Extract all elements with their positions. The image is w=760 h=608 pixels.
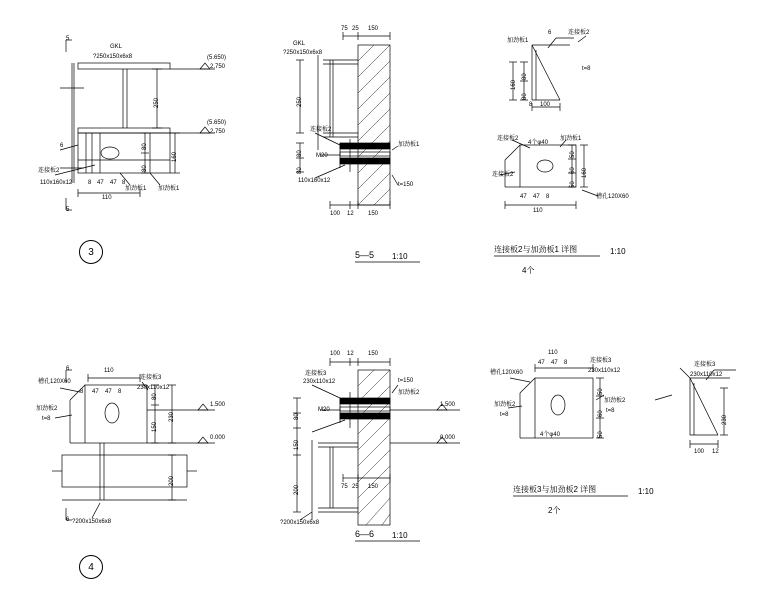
detail4-dim-47: 47: [92, 389, 99, 395]
con2-dim-50b: 50: [570, 181, 576, 188]
detail4-dim-200: 200: [169, 475, 175, 486]
detail4-dim-47b: 47: [105, 389, 112, 395]
con3-qty: 2个: [548, 506, 561, 515]
detail4-elev-a: 1.500: [210, 402, 226, 408]
con2-top-label-a: 加劲板1: [507, 38, 529, 44]
section55-beam-label: GKL: [293, 41, 306, 47]
section55-scale: 1:10: [392, 252, 408, 261]
detail3-section-mark-top: 5: [66, 36, 70, 42]
detail4-section-mark-bottom: 6: [66, 517, 70, 523]
con2-slot: 槽孔120X60: [596, 194, 629, 200]
con3-dim-8: 8: [564, 360, 568, 366]
detail3-plate-note: 110x160x12: [40, 180, 73, 186]
con2-dim-50: 50: [570, 151, 576, 158]
section55-wall-thk: t=150: [398, 182, 414, 188]
detail3-weld-47b: 47: [110, 180, 117, 186]
con2-dim-160b: 160: [582, 167, 588, 178]
con3-dim-50b: 50: [598, 431, 604, 438]
section66-scale: 1:10: [392, 531, 408, 540]
detail3-elev-top-a: (5.650): [207, 55, 227, 61]
detail3-dim-110: 110: [102, 195, 112, 201]
section55-dim-250: 250: [297, 96, 303, 107]
con2-bot-label-b: 加劲板1: [560, 136, 582, 142]
con2-bot-label-a: 连接板2: [497, 136, 519, 142]
section55-dim-150-top: 150: [368, 26, 379, 32]
detail3-weld-8: 8: [88, 180, 92, 186]
con2-dim-60: 60: [570, 167, 576, 174]
con2-dim-80a: 80: [522, 73, 528, 80]
section66-plate-note: 230x110x12: [303, 379, 336, 385]
detail3-weld-47: 47: [97, 180, 104, 186]
section55-bolt: M20: [316, 153, 328, 159]
section66-dim-100: 100: [330, 351, 341, 357]
con2-scale: 1:10: [610, 247, 626, 256]
section55-beam-section: ?250x150x6x8: [283, 50, 323, 56]
con3-title: 连接板3与加劲板2 详图: [513, 485, 597, 494]
con2-weld-6: 6: [548, 30, 552, 36]
con2-hole: 4个φ40: [528, 140, 548, 146]
detail3-beam-section: ?250x150x6x8: [93, 54, 133, 60]
section55-dim-150-bot: 150: [368, 211, 379, 217]
detail3-beam-label: GKL: [110, 44, 123, 50]
con2-dim-80b: 80: [522, 93, 528, 100]
detail4-plate-note: 230x110x12: [137, 385, 170, 391]
section55-plate-note: 110x160x12: [298, 178, 331, 184]
detail4-dim-8: 8: [80, 389, 84, 395]
section66-wall-thk: t=150: [398, 378, 414, 384]
detail4-tag: 4: [79, 555, 103, 579]
detail4-note-b: 加劲板2: [36, 406, 58, 412]
con3-label-d: 连接板3: [694, 362, 716, 368]
con3-hole: 4个φ40: [540, 432, 560, 438]
con3-dim-100: 100: [694, 449, 705, 455]
section66-note-right: 加劲板2: [398, 390, 420, 396]
con3-dim-60: 60: [598, 410, 604, 417]
con3-dim-12: 12: [712, 449, 719, 455]
con3-label-c: 加劲板2: [604, 398, 626, 404]
detail4-dim-110: 110: [104, 368, 114, 374]
con3-dim-230b: 230: [722, 414, 728, 425]
section55-dim-100: 100: [330, 211, 341, 217]
detail3-elev-bot-b: 2.750: [210, 129, 226, 135]
con3-dim-50: 50: [598, 388, 604, 395]
detail3-note-b: 加劲板1: [125, 186, 147, 192]
detail3-elev-bot-a: (5.650): [207, 120, 227, 126]
detail3-dim-80a: 80: [142, 143, 148, 150]
con3-slot: 槽孔120X60: [490, 370, 523, 376]
detail3-dim-250: 250: [154, 97, 160, 108]
con2-dim-8: 8: [529, 102, 533, 108]
section66-dim-200: 200: [294, 484, 300, 495]
con2-qty: 4个: [522, 266, 535, 275]
section55-dim-25: 25: [352, 26, 359, 32]
con2-dim-100: 100: [540, 102, 551, 108]
section66-dim-150-top: 150: [368, 351, 379, 357]
section66-dim-75: 75: [341, 484, 348, 490]
con3-dim-47: 47: [538, 360, 545, 366]
con2-bot-label-c: 连接板2: [492, 172, 514, 178]
section66-dim-150-bot: 150: [368, 484, 379, 490]
con3-label-a: 连接板3: [590, 358, 612, 364]
detail3-tag: 3: [79, 240, 103, 264]
section55-dim-80a: 80: [297, 150, 303, 157]
detail4-section-mark-top: 6: [66, 366, 70, 372]
section66-dim-25: 25: [352, 484, 359, 490]
detail4-elev-b: 0.000: [210, 435, 226, 441]
detail3-note-a: 连接板2: [38, 168, 60, 174]
detail4-dim-150: 150: [152, 421, 158, 432]
con2-dim-47b: 47: [533, 194, 540, 200]
section55-dim-80b: 80: [297, 167, 303, 174]
con3-plate-note-a: 230x110x12: [588, 368, 621, 374]
con3-dim-110: 110: [548, 350, 558, 356]
con3-dim-47b: 47: [551, 360, 558, 366]
section55-dim-12: 12: [347, 211, 354, 217]
con3-t-label-a: t=8: [500, 412, 509, 418]
section66-bolt: M20: [318, 407, 330, 413]
detail4-dim-80: 80: [152, 393, 158, 400]
section55-note-right: 加劲板1: [398, 142, 420, 148]
con3-scale: 1:10: [638, 487, 654, 496]
con2-title: 连接板2与加劲板1 详图: [494, 245, 578, 254]
section66-elev-b: 0.000: [440, 435, 456, 441]
con2-t-label: t=8: [582, 66, 591, 72]
section55-title: 5—5: [355, 250, 375, 260]
detail3-section-mark-bottom: 5: [66, 207, 70, 213]
detail3-dim-80b: 80: [142, 165, 148, 172]
section55-dim-75: 75: [341, 26, 348, 32]
detail4-note-a: 连接板3: [140, 375, 162, 381]
con2-top-label-b: 连接板2: [568, 30, 590, 36]
con2-dim-160: 160: [511, 79, 517, 90]
detail4-beam-section: ?200x150x6x8: [72, 519, 112, 525]
con2-dim-110: 110: [533, 208, 543, 214]
con3-t-label-b: t=8: [606, 408, 615, 414]
section66-beam-section: ?200x150x6x8: [280, 520, 320, 526]
section55-note-left: 连接板2: [310, 127, 332, 133]
detail3-weld-6: 6: [60, 143, 64, 149]
con2-dim-47: 47: [520, 194, 527, 200]
section66-note-left: 连接板3: [305, 371, 327, 377]
detail4-slot-note: 槽孔120X60: [38, 379, 71, 385]
section66-title: 6—6: [355, 529, 375, 539]
section66-dim-12: 12: [347, 351, 354, 357]
con3-plate-note-b: 230x110x12: [690, 372, 723, 378]
con2-dim-8b: 8: [546, 194, 550, 200]
detail3-weld-8b: 8: [122, 180, 126, 186]
detail4-dim-230: 230: [169, 411, 175, 422]
section66-dim-150: 150: [294, 439, 300, 450]
detail3-note-c: 加劲板1: [158, 186, 180, 192]
section66-dim-80: 80: [294, 413, 300, 420]
section66-elev-a: 1.500: [440, 402, 456, 408]
detail3-elev-top-b: 2.750: [210, 64, 226, 70]
con3-label-b: 加劲板2: [494, 402, 516, 408]
detail4-dim-8b: 8: [118, 389, 122, 395]
detail3-dim-160: 160: [172, 151, 178, 162]
detail4-t-label: t=8: [42, 416, 51, 422]
